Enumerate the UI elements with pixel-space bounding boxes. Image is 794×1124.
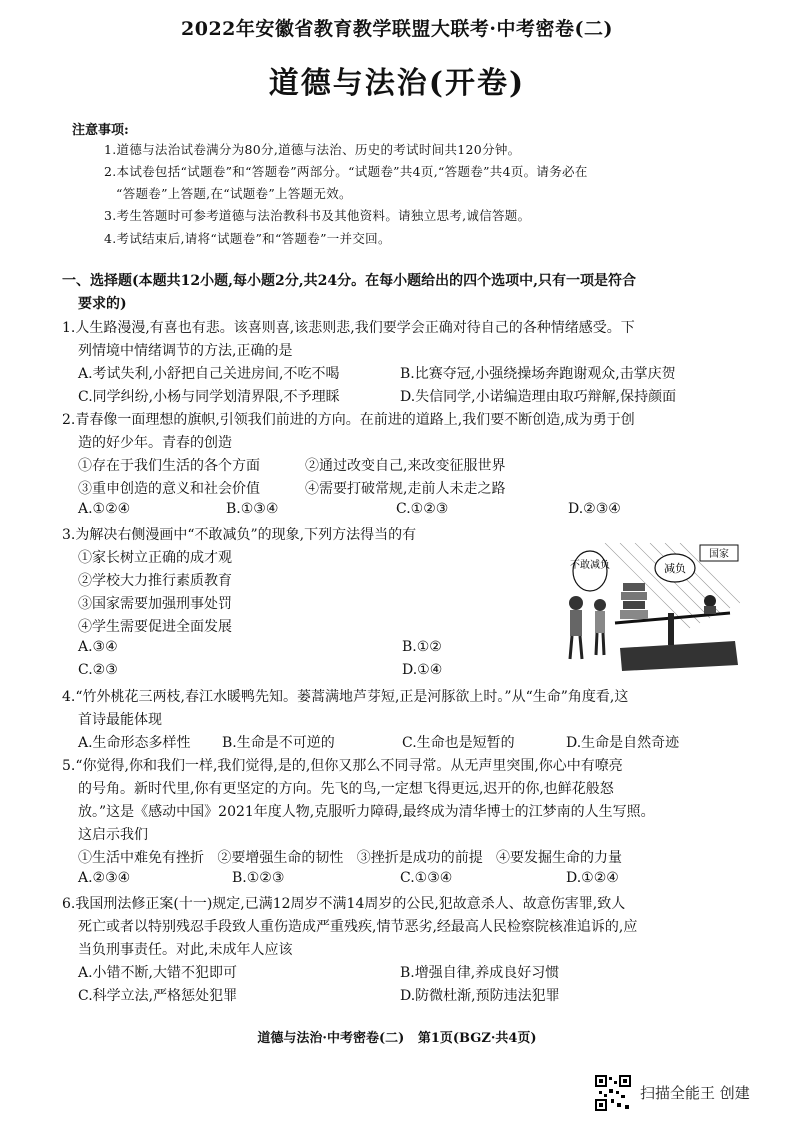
- q1-option-a: A.考试失利,小舒把自己关进房间,不吃不喝: [78, 366, 340, 382]
- notice-item: 1.道德与法治试卷满分为80分,道德与法治、历史的考试时间共120分钟。: [104, 142, 521, 157]
- q5-option-a: A.②③④: [78, 870, 131, 886]
- q5-option-d: D.①②④: [566, 870, 619, 886]
- q1-stem: 1.人生路漫漫,有喜也有悲。该喜则喜,该悲则悲,我们要学会正确对待自己的各种情绪感受。下: [62, 320, 635, 336]
- burden-reduction-cartoon: [560, 543, 740, 673]
- q6-stem-cont: 死亡或者以特别残忍手段致人重伤造成严重残疾,情节恶劣,经最高人民检察院核准追诉的,应: [78, 919, 638, 935]
- q3-option-a: A.③④: [78, 639, 118, 655]
- q5-statements: ①生活中难免有挫折 ②要增强生命的韧性 ③挫折是成功的前提 ④要发掘生命的力量: [78, 850, 623, 866]
- q1-stem-cont: 列情境中情绪调节的方法,正确的是: [78, 343, 293, 359]
- q6-option-a: A.小错不断,大错不犯即可: [78, 965, 238, 981]
- notice-item: “答题卷”上答题,在“试题卷”上答题无效。: [116, 186, 352, 201]
- q2-statement-3: ③重申创造的意义和社会价值: [78, 481, 260, 497]
- q2-option-d: D.②③④: [568, 501, 621, 517]
- q4-stem-cont: 首诗最能体现: [78, 712, 162, 728]
- q3-statement-1: ①家长树立正确的成才观: [78, 550, 232, 566]
- q6-stem: 6.我国刑法修正案(十一)规定,已满12周岁不满14周岁的公民,犯故意杀人、故意伤害罪,致人: [62, 896, 626, 912]
- q1-option-c: C.同学纠纷,小杨与同学划清界限,不予理睬: [78, 389, 340, 405]
- page-footer: 道德与法治·中考密卷(二) 第1页(BGZ·共4页): [257, 1031, 537, 1046]
- q5-option-c: C.①③④: [400, 870, 453, 886]
- q6-option-d: D.防微杜渐,预防违法犯罪: [400, 988, 560, 1004]
- q2-option-b: B.①③④: [226, 501, 279, 517]
- notice-item: 2.本试卷包括“试题卷”和“答题卷”两部分。“试题卷”共4页,“答题卷”共4页。请务必在: [104, 164, 588, 179]
- q3-statement-2: ②学校大力推行素质教育: [78, 573, 232, 589]
- q5-option-b: B.①②③: [232, 870, 285, 886]
- q4-option-b: B.生命是不可逆的: [222, 735, 335, 751]
- notice-item: 4.考试结束后,请将“试题卷”和“答题卷”一并交回。: [104, 231, 391, 246]
- q3-statement-3: ③国家需要加强刑事处罚: [78, 596, 232, 612]
- q2-stem-cont: 造的好少年。青春的创造: [78, 435, 232, 451]
- q2-option-c: C.①②③: [396, 501, 449, 517]
- q5-stem-cont: 放。”这是《感动中国》2021年度人物,克服听力障碍,最终成为清华博士的江梦南的人生写照。: [78, 804, 655, 820]
- section-heading: 一、选择题(本题共12小题,每小题2分,共24分。在每小题给出的四个选项中,只有一项是符合: [62, 273, 636, 289]
- q3-option-d: D.①④: [402, 662, 443, 678]
- notice-item: 3.考生答题时可参考道德与法治教科书及其他资料。请独立思考,诚信答题。: [104, 208, 531, 223]
- q2-option-a: A.①②④: [78, 501, 131, 517]
- q3-option-b: B.①②: [402, 639, 442, 655]
- scanner-watermark: 扫描全能王 创建: [640, 1084, 750, 1102]
- qr-code-icon: [595, 1075, 631, 1111]
- section-heading-cont: 要求的): [78, 296, 127, 312]
- q4-option-c: C.生命也是短暂的: [402, 735, 515, 751]
- q6-option-b: B.增强自律,养成良好习惯: [400, 965, 560, 981]
- exam-title: 2022年安徽省教育教学联盟大联考·中考密卷(二): [181, 18, 613, 40]
- q3-stem: 3.为解决右侧漫画中“不敢减负”的现象,下列方法得当的有: [62, 527, 417, 543]
- q1-option-b: B.比赛夺冠,小强绕操场奔跑谢观众,击掌庆贺: [400, 366, 676, 382]
- q4-stem: 4.“竹外桃花三两枝,春江水暖鸭先知。蒌蒿满地芦芽短,正是河豚欲上时。”从“生命”角度看,这: [62, 689, 629, 705]
- q4-option-d: D.生命是自然奇迹: [566, 735, 680, 751]
- q3-statement-4: ④学生需要促进全面发展: [78, 619, 232, 635]
- q2-statement-4: ④需要打破常规,走前人未走之路: [305, 481, 506, 497]
- q5-stem: 5.“你觉得,你和我们一样,我们觉得,是的,但你又那么不同寻常。从无声里突围,你心中有嘹亮: [62, 758, 623, 774]
- q6-stem-cont: 当负刑事责任。对此,未成年人应该: [78, 942, 293, 958]
- cartoon-label-right: 国家: [709, 549, 729, 560]
- q4-option-a: A.生命形态多样性: [78, 735, 191, 751]
- subject-title: 道德与法治(开卷): [268, 66, 526, 101]
- q2-statement-2: ②通过改变自己,来改变征服世界: [305, 458, 506, 474]
- q1-option-d: D.失信同学,小诺编造理由取巧辩解,保持颜面: [400, 389, 677, 405]
- q2-stem: 2.青春像一面理想的旗帜,引领我们前进的方向。在前进的道路上,我们要不断创造,成为勇于创: [62, 412, 635, 428]
- q5-stem-cont: 的号角。新时代里,你有更坚定的方向。先飞的鸟,一定想飞得更远,迟开的你,也鲜花般怒: [78, 781, 614, 797]
- notice-heading: 注意事项:: [72, 123, 129, 138]
- q5-stem-cont: 这启示我们: [78, 827, 148, 843]
- cartoon-label-mid: 减负: [664, 562, 686, 575]
- q2-statement-1: ①存在于我们生活的各个方面: [78, 458, 260, 474]
- q3-option-c: C.②③: [78, 662, 118, 678]
- cartoon-label-left: 不敢减负: [570, 560, 610, 571]
- q6-option-c: C.科学立法,严格惩处犯罪: [78, 988, 238, 1004]
